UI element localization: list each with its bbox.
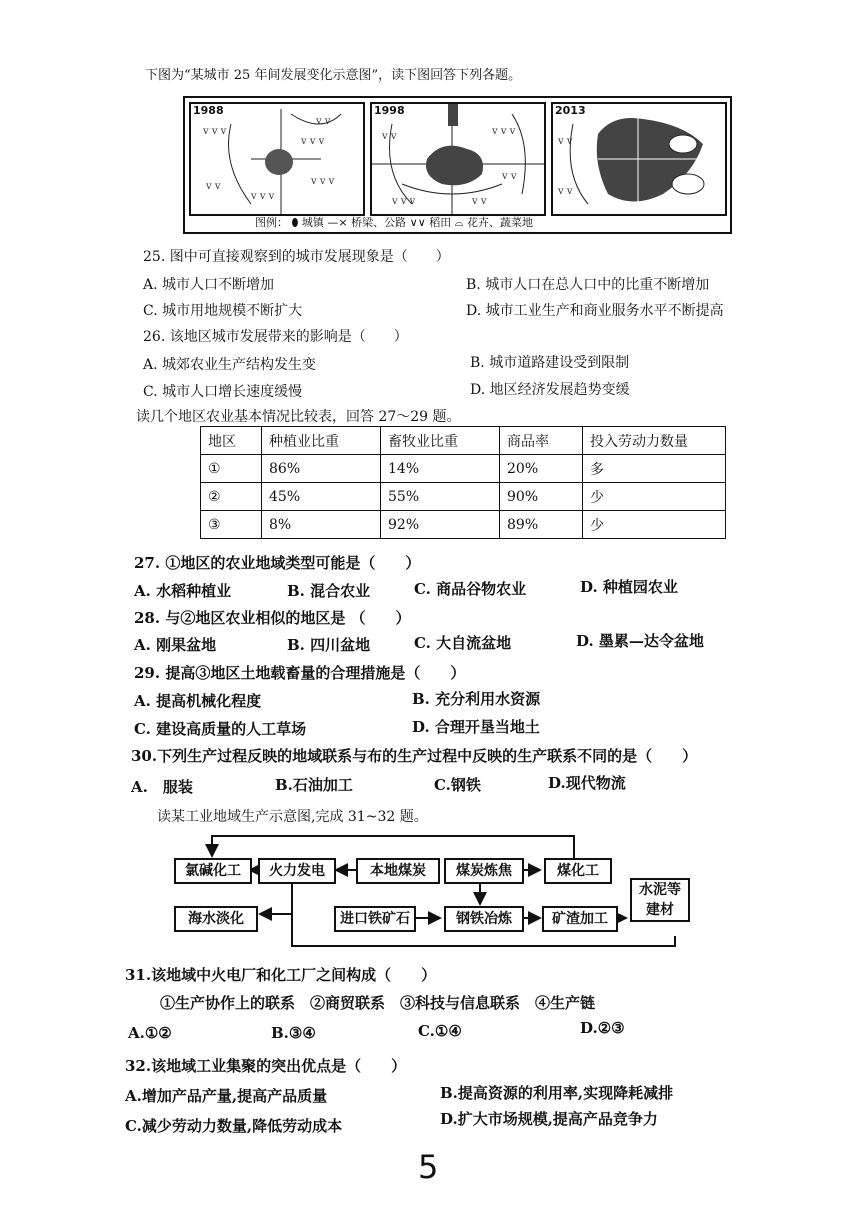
flow-connectors: [170, 828, 690, 954]
table-cell: 55%: [381, 483, 500, 511]
agriculture-comparison-table: [200, 426, 726, 539]
table-cell: 少: [583, 511, 726, 539]
q25-option-a: A. 城市人口不断增加: [143, 277, 275, 293]
q30-option-c: C.钢铁: [434, 776, 481, 794]
q27-option-d: D. 种植园农业: [580, 578, 678, 596]
svg-text:v v: v v: [472, 196, 487, 207]
intro-text: 下图为“某城市 25 年间发展变化示意图”，读下图回答下列各题。: [145, 68, 522, 83]
map-legend: [255, 214, 533, 230]
q28-stem: 28. 与②地区农业相似的地区是 （ ）: [134, 609, 411, 627]
q31-option-d: D.②③: [580, 1019, 625, 1037]
q27-stem: 27. ①地区的农业地域类型可能是（ ）: [134, 554, 421, 572]
q31-stem: 31.该地域中火电厂和化工厂之间构成（ ）: [125, 966, 437, 984]
map-2013-drawing: [553, 104, 725, 214]
q25-stem: 25. 图中可直接观察到的城市发展现象是（ ）: [143, 249, 450, 265]
flow-node-label: 本地煤炭: [370, 863, 426, 879]
flower-legend-icon: ⌓: [454, 216, 464, 229]
page-number: 5: [418, 1148, 439, 1186]
q26-option-b: B. 城市道路建设受到限制: [470, 355, 630, 371]
q26-option-d: D. 地区经济发展趋势变缓: [470, 382, 630, 398]
svg-text:v v: v v: [382, 131, 397, 142]
table-cell: 20%: [500, 455, 583, 483]
q28-option-c: C. 大自流盆地: [414, 634, 512, 652]
table-cell: 14%: [381, 455, 500, 483]
q25-option-c: C. 城市用地规模不断扩大: [143, 303, 303, 319]
svg-text:v v: v v: [502, 171, 517, 182]
table-cell: ①: [201, 455, 262, 483]
flow-node-label: 建材: [646, 902, 674, 918]
table-row: [201, 483, 726, 511]
svg-text:v v v: v v v: [492, 126, 516, 137]
table-header: 地区: [201, 427, 262, 455]
table-cell: 86%: [262, 455, 381, 483]
map-year-label: 2013: [555, 104, 586, 117]
table-header: 商品率: [500, 427, 583, 455]
flow-node-label: 火力发电: [269, 863, 325, 879]
q29-option-b: B. 充分利用水资源: [412, 690, 541, 708]
q26-stem: 26. 该地区城市发展带来的影响是（ ）: [143, 329, 408, 345]
map-2013: [551, 102, 727, 216]
legend-town: 城镇: [301, 216, 324, 229]
q30-stem: 30.下列生产过程反映的地域联系与布的生产过程中反映的生产联系不同的是（ ）: [131, 747, 698, 765]
map-1988: [189, 102, 365, 216]
flow-node-label: 进口铁矿石: [340, 911, 410, 927]
table-header-row: [201, 427, 726, 455]
table-cell: 少: [583, 483, 726, 511]
q26-option-c: C. 城市人口增长速度缓慢: [143, 384, 303, 400]
rice-legend-icon: ∨∨: [409, 216, 426, 229]
q25-option-b: B. 城市人口在总人口中的比重不断增加: [466, 277, 710, 293]
q30-option-d: D.现代物流: [548, 774, 626, 792]
svg-text:v v v: v v v: [251, 191, 275, 202]
table-cell: 89%: [500, 511, 583, 539]
q25-option-d: D. 城市工业生产和商业服务水平不断提高: [466, 303, 724, 319]
q27-option-b: B. 混合农业: [287, 582, 371, 600]
q27-option-c: C. 商品谷物农业: [414, 580, 527, 598]
map-1988-drawing: [191, 104, 363, 214]
table-cell: ③: [201, 511, 262, 539]
flow-node-label: 煤炭炼焦: [456, 863, 512, 879]
table-cell: 90%: [500, 483, 583, 511]
flow-node-slag-processing: [542, 906, 618, 932]
flow-node-coal-chemical: [544, 858, 612, 884]
q32-option-d: D.扩大市场规模,提高产品竞争力: [440, 1110, 658, 1128]
q29-option-a: A. 提高机械化程度: [134, 692, 262, 710]
map-1998: [370, 102, 546, 216]
q30-option-a: A. 服装: [131, 778, 193, 796]
flow-node-label: 矿渣加工: [552, 911, 608, 927]
road-legend-icon: —×: [327, 216, 348, 229]
flow-node-imported-iron-ore: [334, 906, 416, 932]
flow-node-thermal-power: [258, 858, 336, 884]
q26-option-a: A. 城郊农业生产结构发生变: [143, 357, 317, 373]
svg-text:v v: v v: [558, 136, 573, 147]
table-intro: 读几个地区农业基本情况比较表，回答 27～29 题。: [136, 409, 461, 425]
svg-text:v v v: v v v: [392, 196, 416, 207]
table-row: [201, 511, 726, 539]
q32-stem: 32.该地域工业集聚的突出优点是（ ）: [125, 1057, 407, 1075]
table-header: 畜牧业比重: [381, 427, 500, 455]
svg-text:v v v: v v v: [203, 126, 227, 137]
flow-node-label: 煤化工: [557, 863, 599, 879]
map-year-label: 1998: [374, 104, 405, 117]
flow-node-label: 氯碱化工: [185, 863, 241, 879]
legend-rice: 稻田: [429, 216, 452, 229]
q28-option-d: D. 墨累—达令盆地: [576, 632, 704, 650]
map-year-label: 1988: [193, 104, 224, 117]
legend-title: 图例：: [255, 216, 288, 229]
table-cell: 8%: [262, 511, 381, 539]
table-cell: 45%: [262, 483, 381, 511]
q30-option-b: B.石油加工: [275, 776, 353, 794]
flow-node-coking: [444, 858, 524, 884]
flow-intro: 读某工业地域生产示意图,完成 31~32 题。: [157, 809, 428, 825]
q29-option-c: C. 建设高质量的人工草场: [134, 720, 307, 738]
town-legend-icon: ⬮: [291, 216, 299, 229]
flow-node-chlor-alkali: [174, 858, 252, 884]
q32-option-c: C.减少劳动力数量,降低劳动成本: [125, 1117, 343, 1135]
legend-flower: 花卉、蔬菜地: [466, 216, 533, 229]
table-cell: 多: [583, 455, 726, 483]
flow-node-steel-smelting: [444, 906, 524, 932]
q31-choices: ①生产协作上的联系 ②商贸联系 ③科技与信息联系 ④生产链: [160, 994, 596, 1012]
q32-option-b: B.提高资源的利用率,实现降耗减排: [440, 1084, 674, 1102]
q31-option-a: A.①②: [128, 1024, 172, 1042]
flow-node-label: 水泥等: [639, 882, 681, 898]
flow-node-label: 海水淡化: [188, 911, 244, 927]
flow-node-desalination: [174, 906, 258, 932]
flow-node-building-materials: [630, 878, 690, 922]
table-row: [201, 455, 726, 483]
q29-option-d: D. 合理开垦当地土: [412, 718, 540, 736]
table-header: 投入劳动力数量: [583, 427, 726, 455]
q28-option-a: A. 刚果盆地: [134, 636, 217, 654]
q32-option-a: A.增加产品产量,提高产品质量: [125, 1087, 328, 1105]
svg-text:v v v: v v v: [301, 136, 325, 147]
map-1998-drawing: [372, 104, 544, 214]
svg-text:v v: v v: [206, 181, 221, 192]
table-header: 种植业比重: [262, 427, 381, 455]
city-development-maps: [183, 96, 732, 234]
q31-option-b: B.③④: [271, 1024, 316, 1042]
q31-option-c: C.①④: [418, 1022, 462, 1040]
flow-node-local-coal: [356, 858, 440, 884]
legend-road: 桥梁、公路: [351, 216, 407, 229]
table-cell: 92%: [381, 511, 500, 539]
table-cell: ②: [201, 483, 262, 511]
svg-text:v v: v v: [316, 116, 331, 127]
q29-stem: 29. 提高③地区土地载畜量的合理措施是（ ）: [134, 664, 466, 682]
q28-option-b: B. 四川盆地: [287, 636, 371, 654]
q27-option-a: A. 水稻种植业: [134, 582, 232, 600]
svg-text:v v: v v: [558, 186, 573, 197]
svg-text:v v v: v v v: [311, 176, 335, 187]
industrial-flow-diagram: [170, 828, 690, 954]
flow-node-label: 钢铁冶炼: [456, 911, 512, 927]
